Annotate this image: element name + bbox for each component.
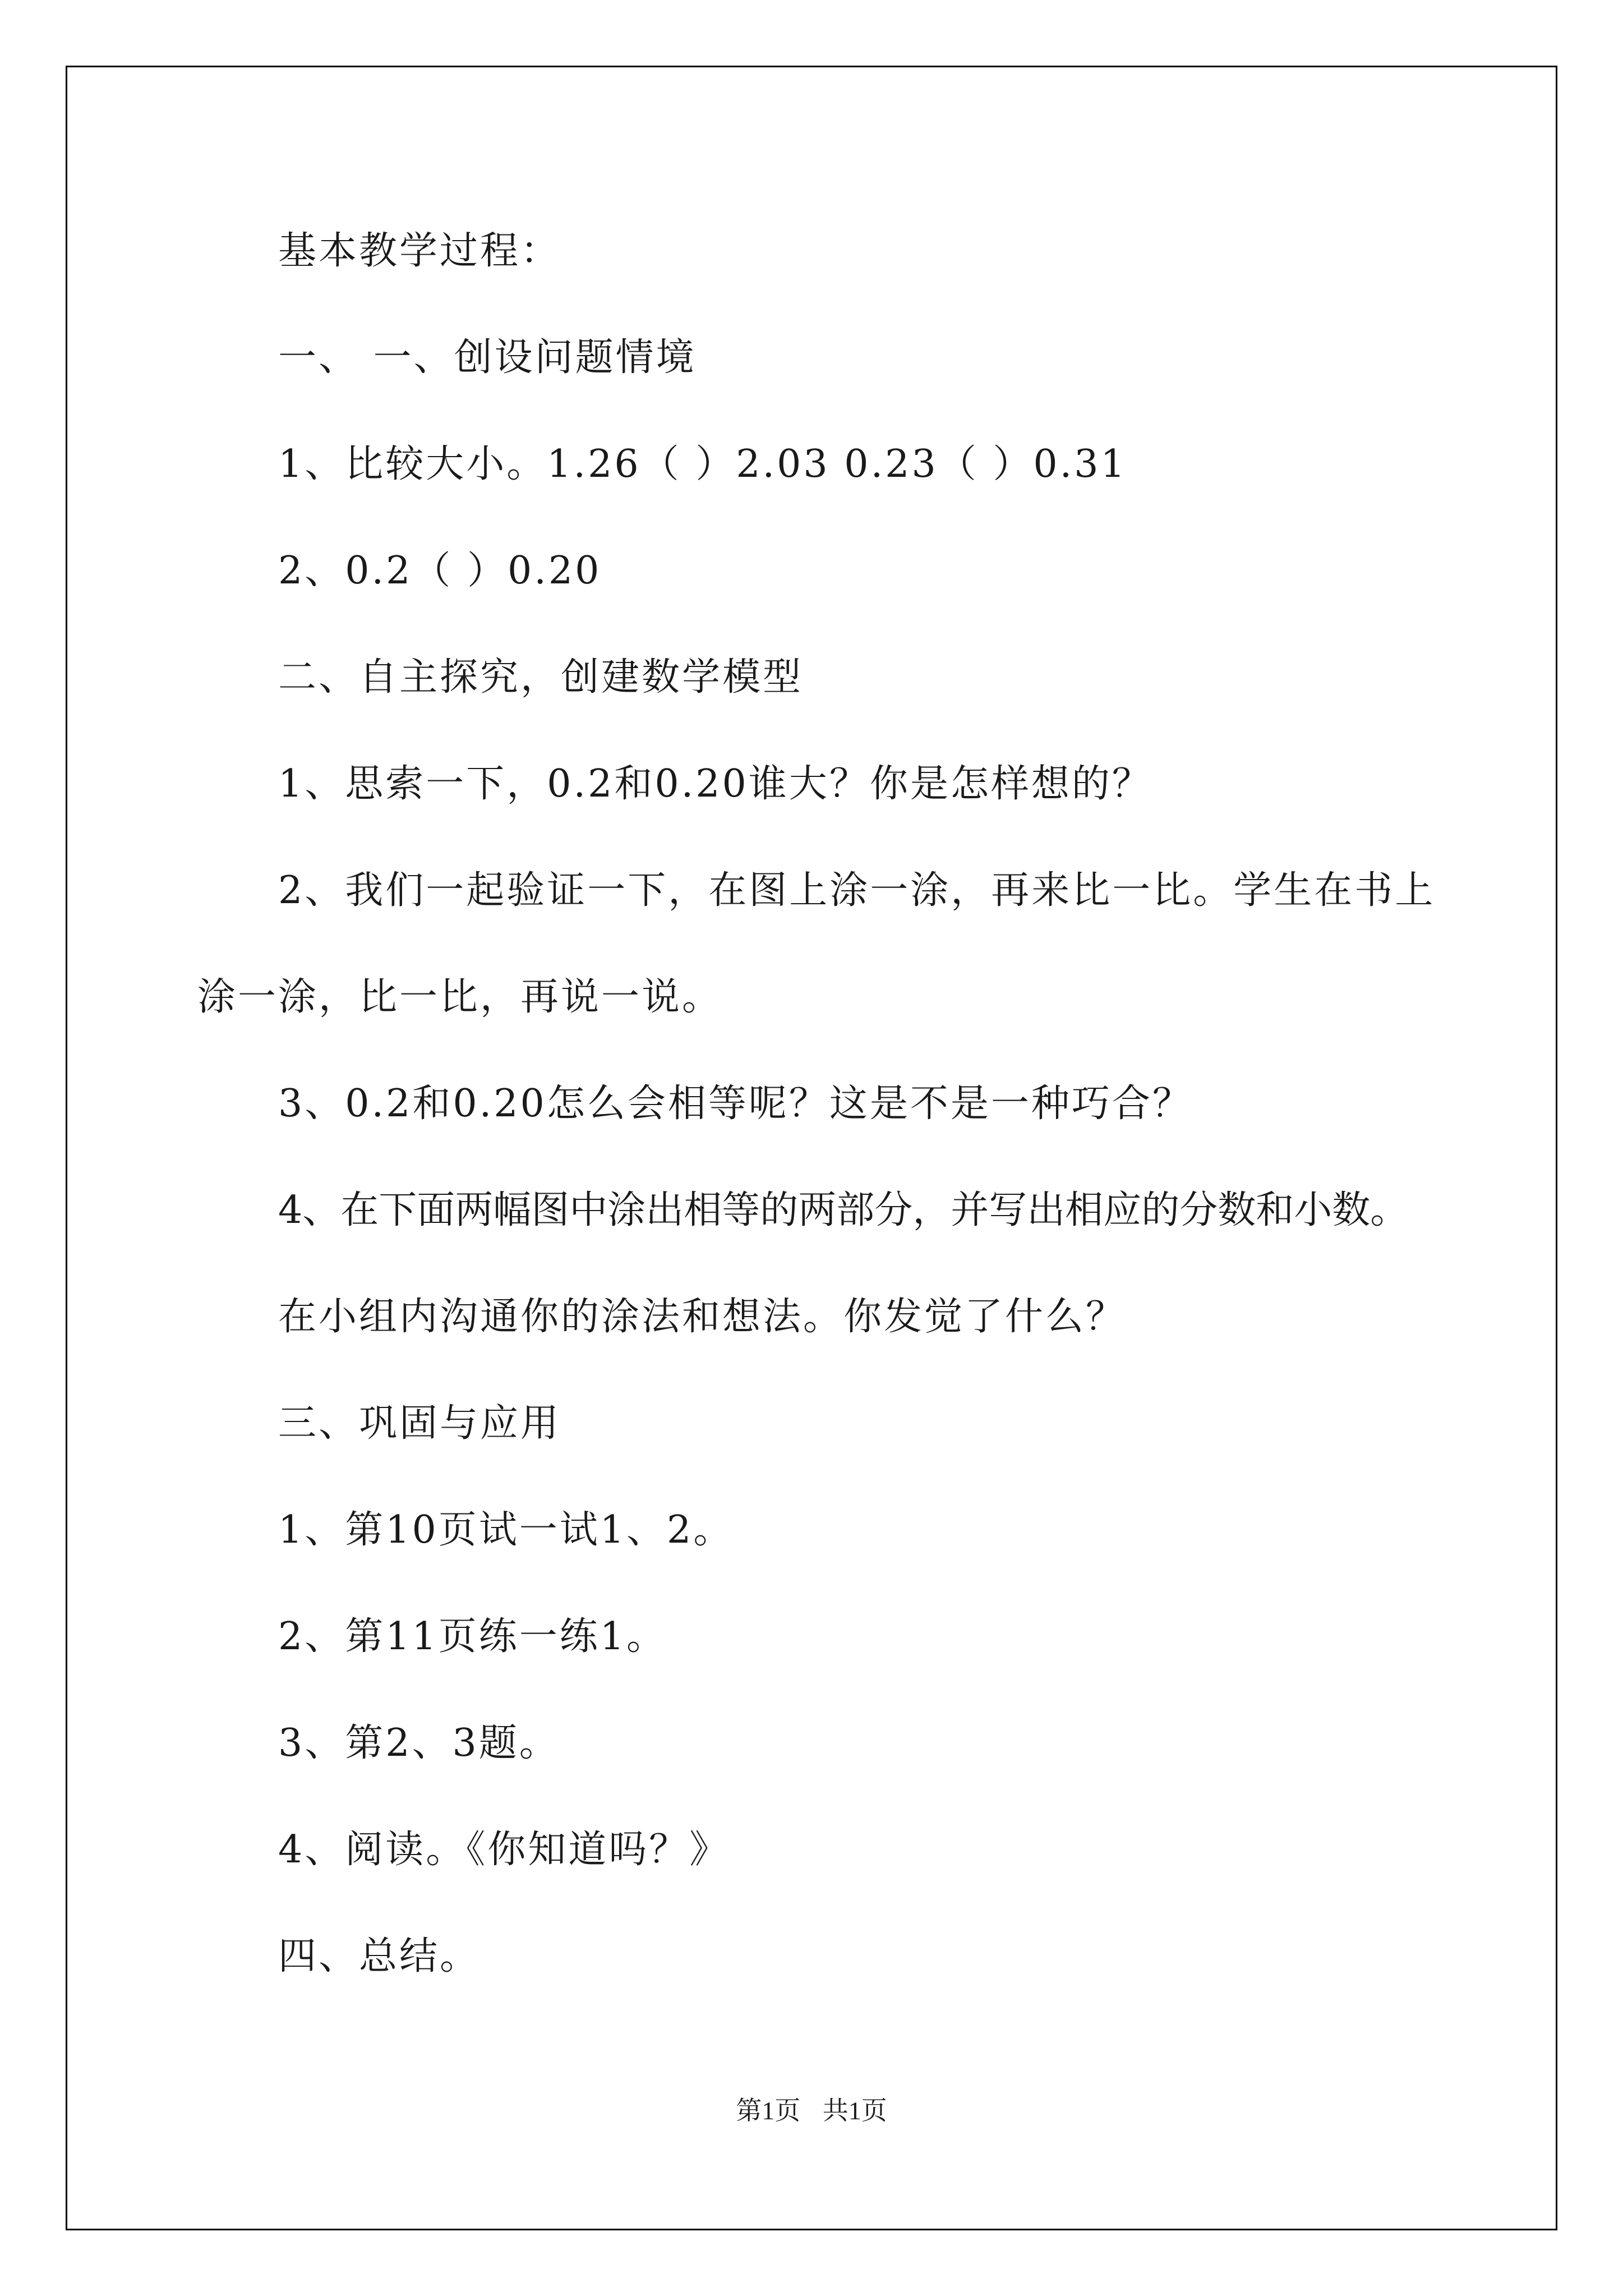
text-line: 2、我们一起验证一下，在图上涂一涂，再来比一比。学生在书上 (278, 868, 1436, 913)
text-line: 一、 一、创设问题情境 (278, 335, 697, 380)
text-line: 4、阅读。《你知道吗？》 (278, 1828, 730, 1872)
text-line: 基本教学过程： (278, 229, 561, 273)
text-line: 涂一涂，比一比，再说一说。 (197, 975, 723, 1019)
page-border (66, 66, 1557, 2230)
text-line: 在小组内沟通你的涂法和想法。你发觉了什么？ (278, 1295, 1127, 1339)
text-line: 3、第2、3题。 (278, 1721, 560, 1765)
text-line: 1、第10页试一试1、2。 (278, 1508, 734, 1552)
text-line: 2、0.2（ ）0.20 (278, 549, 602, 593)
text-line: 三、巩固与应用 (278, 1401, 561, 1446)
page-footer (0, 2095, 1623, 2127)
text-line: 1、思索一下，0.2和0.20谁大？你是怎样想的？ (278, 762, 1152, 806)
page-count: 共1页 (822, 2096, 887, 2125)
text-line: 2、第11页练一练1。 (278, 1614, 667, 1659)
page-number: 第1页 (736, 2096, 801, 2125)
text-line: 4、在下面两幅图中涂出相等的两部分，并写出相应的分数和小数。 (278, 1188, 1409, 1232)
text-line: 3、0.2和0.20怎么会相等呢？这是不是一种巧合？ (278, 1082, 1193, 1126)
text-line: 二、自主探究，创建数学模型 (278, 655, 804, 700)
text-line: 四、总结。 (278, 1934, 481, 1978)
text-line: 1、比较大小。1.26（ ）2.03 0.23（ ）0.31 (278, 442, 1127, 486)
